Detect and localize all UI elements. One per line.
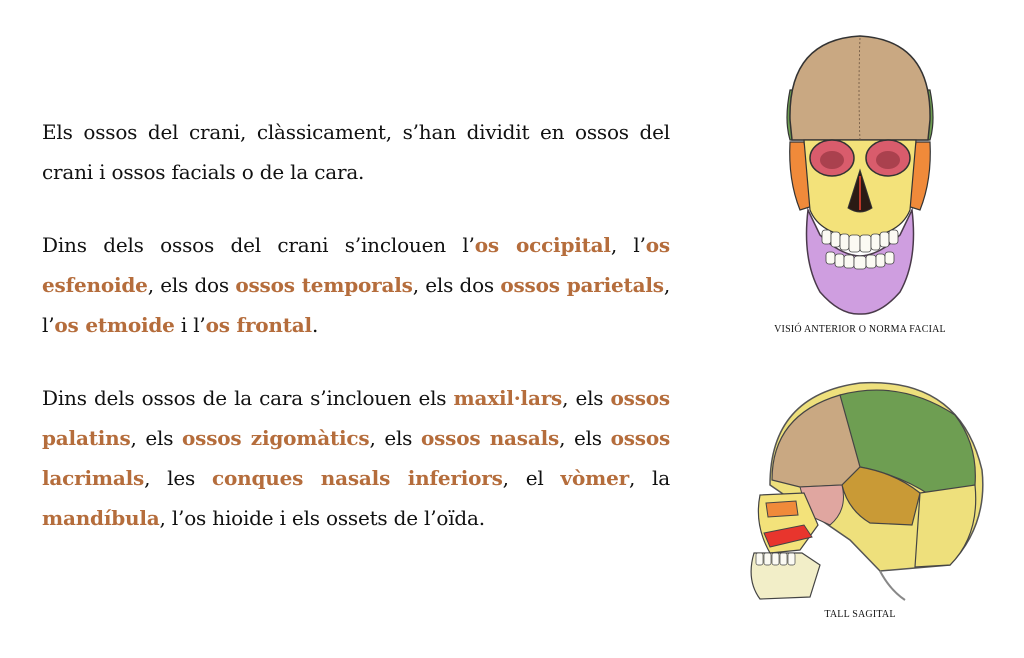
paragraph-text: Els ossos del crani, clàssicament, s’han dividit en ossos del crani i ossos facials o de la cara. — [42, 120, 670, 184]
paragraph-text: , els — [130, 426, 183, 450]
paragraph-text: Dins dels ossos de la cara s’inclouen els — [42, 386, 454, 410]
anterior-view-caption: VISIÓ ANTERIOR O NORMA FACIAL — [774, 324, 946, 335]
paragraph-text: , el — [502, 466, 561, 490]
figure-anterior-view — [720, 30, 1000, 335]
highlighted-term: ossos palatins — [42, 386, 670, 450]
skull-sagittal-illustration — [730, 375, 990, 605]
paragraph-text: , la — [628, 466, 670, 490]
highlighted-term: os frontal — [205, 313, 312, 337]
highlighted-term: os occipital — [474, 233, 611, 257]
paragraph-facial-bones — [42, 378, 670, 538]
paragraph-text: , els dos — [412, 273, 501, 297]
figure-sagittal-view — [720, 375, 1000, 620]
highlighted-term: os etmoide — [54, 313, 175, 337]
paragraph-text: . — [311, 313, 319, 337]
highlighted-term: ossos parietals — [500, 273, 664, 297]
highlighted-term: ossos lacrimals — [42, 426, 671, 490]
paragraph-text: , l’os hioide i els ossets de l’oïda. — [159, 506, 485, 530]
paragraph-text: , l’ — [610, 233, 646, 257]
paragraph-text: Dins dels ossos del crani s’inclouen l’ — [42, 233, 475, 257]
paragraph-text: , els — [369, 426, 421, 450]
highlighted-term: conques nasals inferiors — [212, 466, 503, 490]
highlighted-term: mandíbula — [42, 506, 160, 530]
skull-anterior-illustration — [760, 30, 960, 320]
paragraph-text: , l’ — [42, 273, 670, 337]
highlighted-term: ossos zigomàtics — [182, 426, 370, 450]
paragraph-text: , els — [559, 426, 611, 450]
concha-sagittal-shape — [766, 501, 798, 517]
highlighted-term: os esfenoide — [42, 233, 670, 297]
paragraph-text: , els dos — [147, 273, 236, 297]
paragraph-intro — [42, 112, 670, 192]
text-column — [42, 112, 670, 571]
highlighted-term: maxil·lars — [453, 386, 563, 410]
paragraph-cranial-bones — [42, 225, 670, 345]
paragraph-text: , les — [144, 466, 213, 490]
highlighted-term: vòmer — [560, 466, 629, 490]
frontal-shape — [790, 36, 930, 140]
highlighted-term: ossos temporals — [235, 273, 413, 297]
sagittal-view-caption: TALL SAGITAL — [824, 609, 896, 620]
highlighted-term: ossos nasals — [420, 426, 560, 450]
paragraph-text: i l’ — [174, 313, 206, 337]
occipital-sagittal-shape — [915, 485, 976, 567]
paragraph-text: , els — [562, 386, 611, 410]
